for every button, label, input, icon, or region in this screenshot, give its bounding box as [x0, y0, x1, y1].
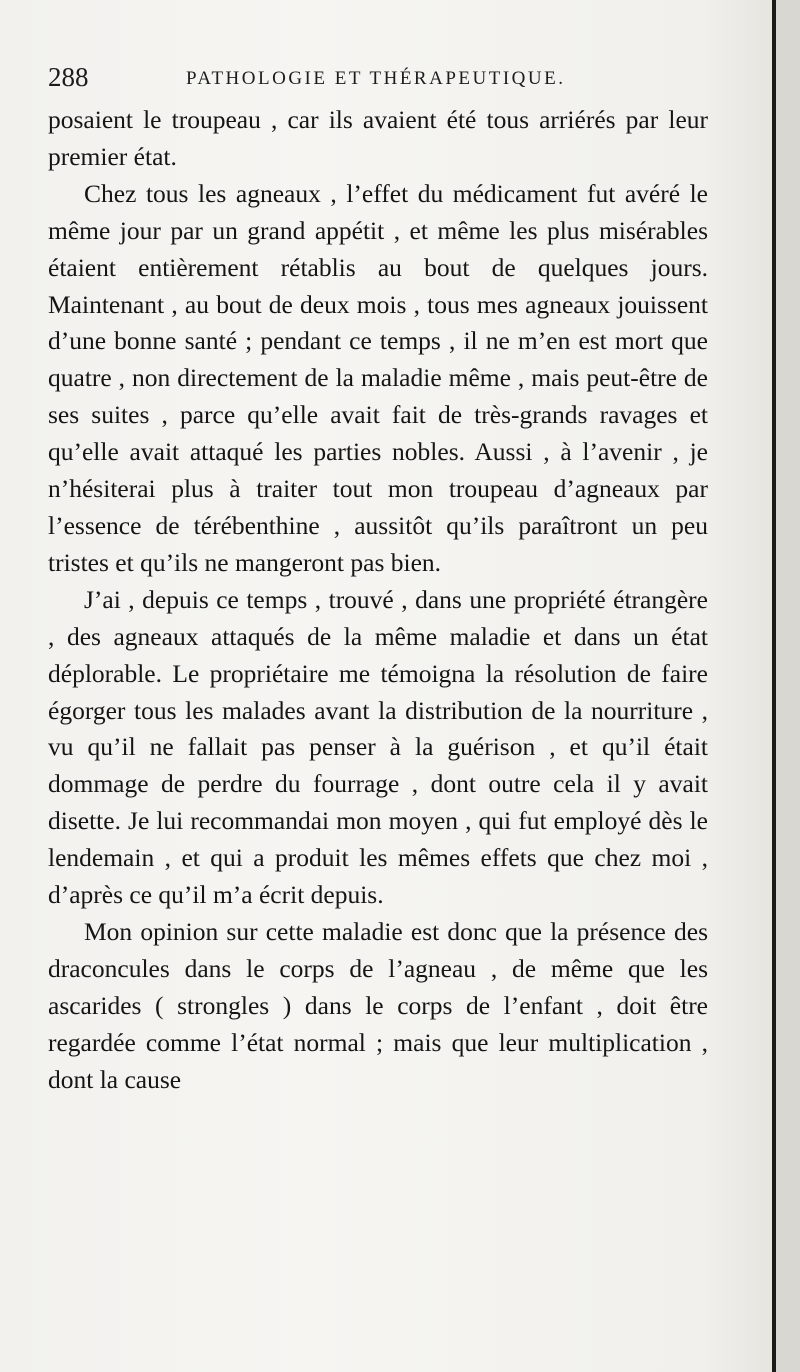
page-number: 288: [48, 62, 89, 92]
page-header: [48, 62, 708, 98]
body-text: [48, 102, 708, 1098]
running-title: PATHOLOGIE ET THÉRAPEUTIQUE.: [186, 68, 566, 89]
paragraph: Mon opinion sur cette maladie est donc que la présence des draconcules dans le corps de l’agneau , de même que les ascarides ( strongles ) dans le corps de l’enfant , doit être regardée comme l’état normal ; mais que leur multiplication , dont la cause: [48, 916, 708, 1094]
paragraph: Chez tous les agneaux , l’effet du médicament fut avéré le même jour par un grand appétit , et même les plus misérables étaient entièrement rétablis au bout de quelques jours. Maintenant , au bout de deux mois , tous mes agneaux jouissent d’une bonne santé ; pendant ce temps , il ne m’en est mort que quatre , non directement de la maladie même , mais peut-être de ses suites , parce qu’elle avait fait de très-grands ravages et qu’elle avait attaqué les parties nobles. Aussi , à l’avenir , je n’hésiterai plus à traiter tout mon troupeau d’agneaux par l’essence de térébenthine , aussitôt qu’ils paraîtront un peu tristes et qu’ils ne mangeront pas bien.: [48, 178, 708, 577]
paragraph: J’ai , depuis ce temps , trouvé , dans une propriété étrangère , des agneaux attaqués de la même maladie et dans un état déplorable. Le propriétaire me témoigna la résolution de faire égorger tous les malades avant la distribution de la nourriture , vu qu’il ne fallait pas penser à la guérison , et qu’il était dommage de perdre du fourrage , dont outre cela il y avait disette. Je lui recommandai mon moyen , qui fut employé dès le lendemain , et qui a produit les mêmes effets que chez moi , d’après ce qu’il m’a écrit depuis.: [48, 584, 708, 910]
facing-page-edge: [776, 0, 800, 1372]
paragraph-continuation: posaient le troupeau , car ils avaient été tous arriérés par leur premier état.: [48, 105, 708, 171]
